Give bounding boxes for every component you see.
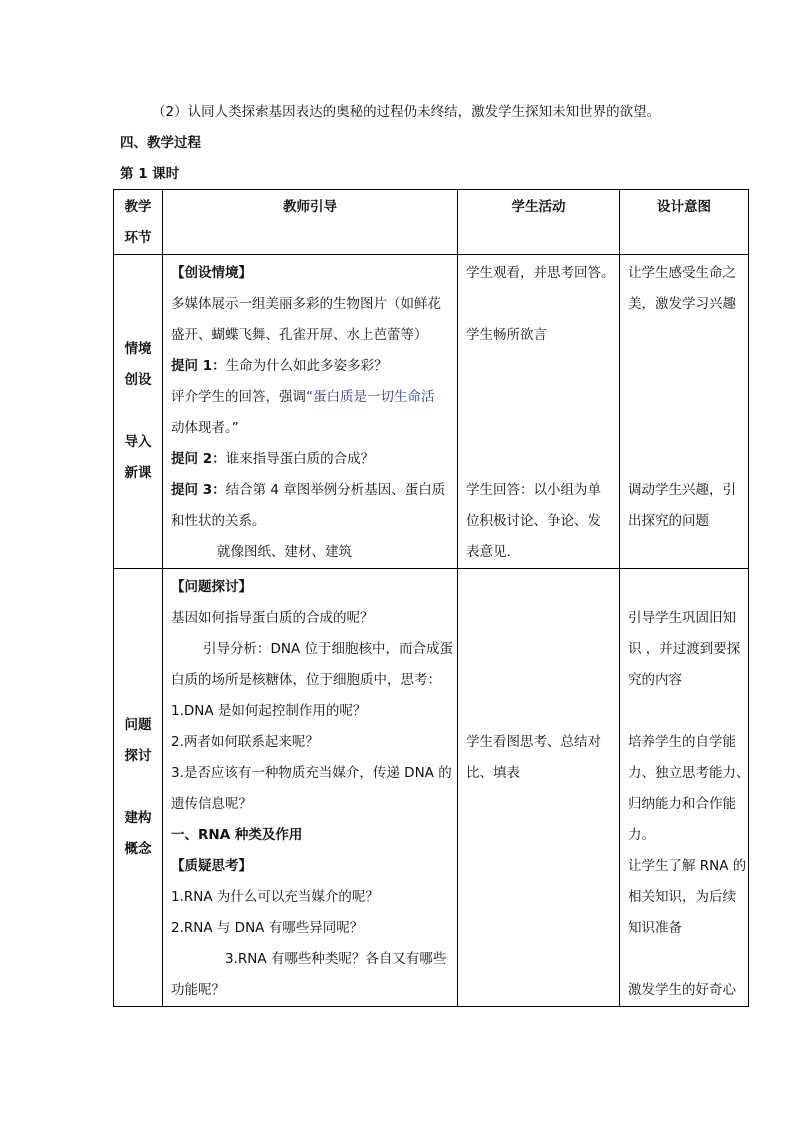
header-stage-line2: 环节	[124, 230, 152, 246]
teacher-line: 2.RNA 与 DNA 有哪些异同呢？	[171, 920, 364, 936]
stage-text: 创设	[124, 372, 152, 388]
student-line: 学生观看，并思考回答。	[466, 265, 615, 281]
design-line: 激发学生的好奇心	[628, 982, 736, 998]
table-row	[114, 569, 749, 1007]
design-line: 让学生了解 RNA 的	[628, 858, 747, 874]
teacher-line	[171, 382, 457, 413]
question-text: 生命为什么如此多姿多彩？	[225, 358, 388, 374]
header-teacher: 教师引导	[163, 190, 458, 255]
teacher-line: 功能呢？	[171, 982, 225, 998]
design-line: 相关知识，为后续	[628, 889, 736, 905]
stage-text: 导入	[124, 434, 152, 450]
row1-design	[620, 255, 749, 569]
student-line: 位积极讨论、争论、发	[466, 513, 601, 529]
teacher-line: 1.DNA 是如何起控制作用的呢？	[171, 703, 367, 719]
student-line: 表意见.	[466, 544, 511, 560]
table-row	[114, 255, 749, 569]
teacher-line: 3.是否应该有一种物质充当媒介，传递 DNA 的	[171, 765, 452, 781]
tag-create-situation: 【创设情境】	[171, 265, 252, 281]
question-2	[171, 444, 457, 475]
teacher-line: 3.RNA 有哪些种类呢？各自又有哪些	[225, 951, 447, 967]
teacher-line: 引导分析：DNA 位于细胞核中，而合成蛋	[203, 641, 454, 657]
design-line: 知识准备	[628, 920, 682, 936]
design-line: 出探究的问题	[628, 513, 709, 529]
stage-text: 情境	[124, 341, 152, 357]
teacher-line: 基因如何指导蛋白质的合成的呢？	[171, 610, 374, 626]
tag-problem-discussion: 【问题探讨】	[171, 579, 252, 595]
stage-text: 建构	[124, 810, 152, 826]
student-line: 学生回答：以小组为单	[466, 482, 601, 498]
row2-student	[458, 569, 620, 1007]
teacher-line: 1.RNA 为什么可以充当媒介的呢？	[171, 889, 379, 905]
stage-text: 探讨	[124, 748, 152, 764]
design-line: 培养学生的自学能	[628, 734, 736, 750]
question-label: 提问 1：	[171, 358, 226, 374]
teacher-line: 盛开、蝴蝶飞舞、孔雀开屏、水上芭蕾等）	[171, 327, 428, 343]
question-label: 提问 2：	[171, 451, 226, 467]
table-header-row	[114, 190, 749, 255]
question-text: 谁来指导蛋白质的合成？	[225, 451, 375, 467]
intro-paragraph: （2）认同人类探索基因表达的奥秘的过程仍未终结，激发学生探知未知世界的欲望。	[152, 104, 661, 120]
header-design: 设计意图	[620, 190, 749, 255]
header-stage	[114, 190, 163, 255]
tag-question-thinking: 【质疑思考】	[171, 858, 252, 874]
question-text: 结合第 4 章图举例分析基因、蛋白质	[225, 482, 446, 498]
header-student: 学生活动	[458, 190, 620, 255]
teacher-line: 白质的场所是核糖体，位于细胞质中，思考：	[171, 672, 441, 688]
teacher-text: 评介学生的回答，强调	[171, 389, 306, 405]
row2-design	[620, 569, 749, 1007]
stage-text: 新课	[124, 465, 152, 481]
design-line: 力、独立思考能力、	[628, 765, 750, 781]
teacher-line: 多媒体展示一组美丽多彩的生物图片（如鲜花	[171, 296, 441, 312]
row1-stage	[114, 255, 163, 569]
question-3	[171, 475, 457, 506]
row2-teacher	[163, 569, 458, 1007]
design-line: 究的内容	[628, 672, 682, 688]
design-line: 调动学生兴趣，引	[628, 482, 736, 498]
header-stage-line1: 教学	[124, 199, 152, 215]
student-line: 学生看图思考、总结对	[466, 734, 601, 750]
question-1	[171, 351, 457, 382]
teacher-line: 遗传信息呢？	[171, 796, 252, 812]
stage-text: 概念	[124, 841, 152, 857]
emphasis-quote: “蛋白质是一切生命活	[306, 389, 435, 405]
design-line: 引导学生巩固旧知	[628, 610, 736, 626]
teacher-line: 动体现者。”	[171, 420, 239, 436]
row1-teacher	[163, 255, 458, 569]
stage-gap	[114, 772, 162, 803]
design-line: 识 ，并过渡到要探	[628, 641, 741, 657]
teacher-line: 2.两者如何联系起来呢？	[171, 734, 319, 750]
teacher-line: 和性状的关系。	[171, 513, 266, 529]
design-line: 让学生感受生命之	[628, 265, 736, 281]
design-line: 力。	[628, 827, 655, 843]
stage-text: 问题	[124, 717, 152, 733]
row1-student	[458, 255, 620, 569]
design-line: 归纳能力和合作能	[628, 796, 736, 812]
question-label: 提问 3：	[171, 482, 226, 498]
student-line: 学生畅所欲言	[466, 327, 547, 343]
row2-stage	[114, 569, 163, 1007]
section-heading: 四、教学过程	[120, 135, 201, 151]
subsection-heading: 一、RNA 种类及作用	[171, 827, 303, 843]
teacher-line: 就像图纸、建材、建筑	[217, 544, 352, 560]
student-line: 比、填表	[466, 765, 520, 781]
stage-gap	[114, 396, 162, 427]
lesson-heading: 第 1 课时	[120, 166, 180, 182]
lesson-plan-table	[113, 189, 749, 1007]
design-line: 美，激发学习兴趣	[628, 296, 736, 312]
